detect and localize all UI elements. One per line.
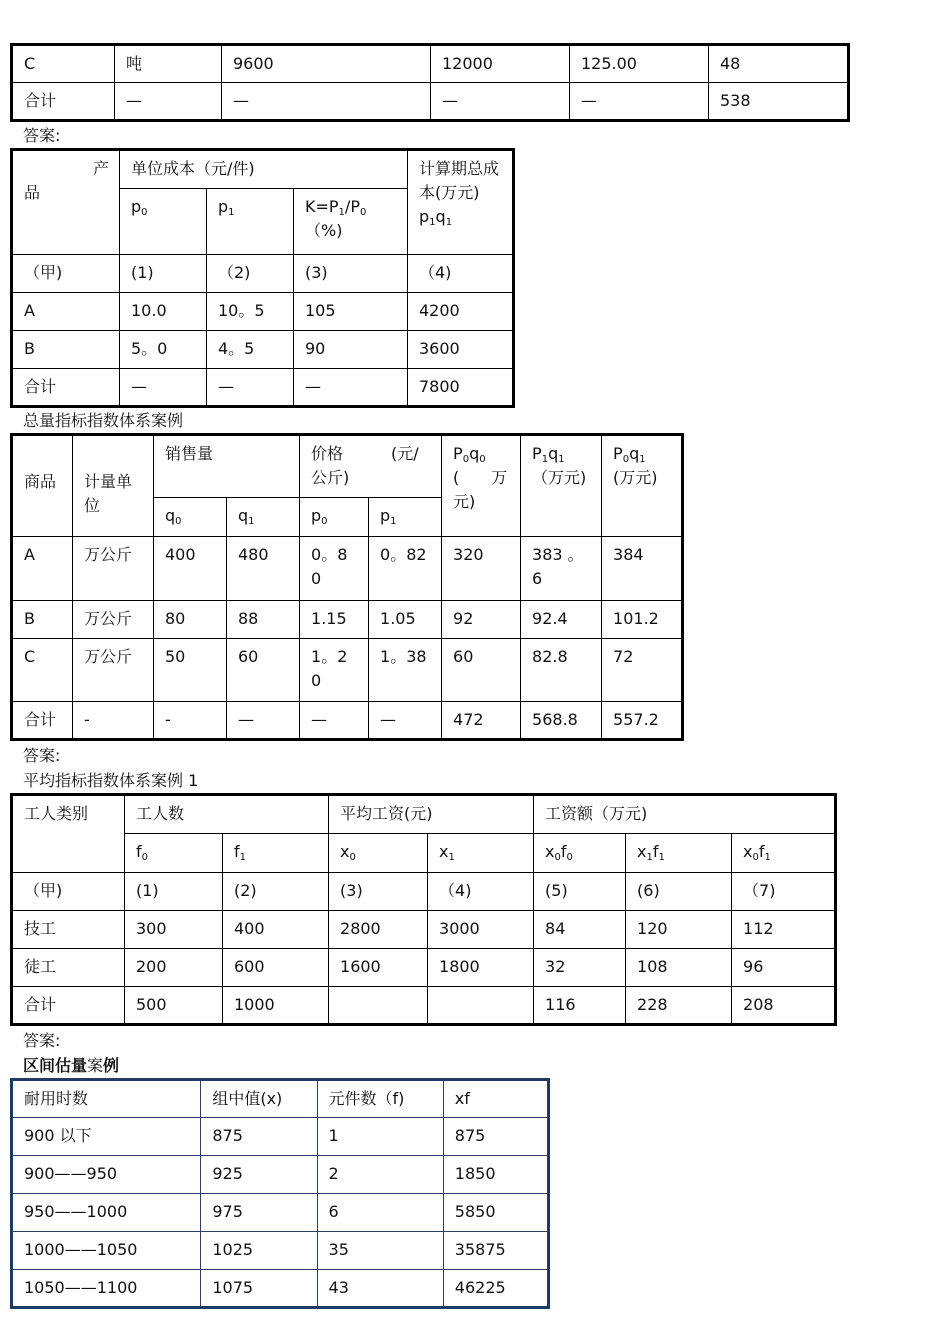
header-text: p: [131, 197, 142, 217]
table-row: [12, 150, 514, 189]
subscript: 1: [228, 207, 235, 219]
header-total-cost: [408, 150, 514, 255]
table-cell: （4): [428, 873, 534, 911]
table-cell: 975: [201, 1194, 317, 1232]
table-cell: 2: [317, 1156, 443, 1194]
table-cell: 400: [223, 911, 329, 949]
subscript: 0: [349, 852, 356, 863]
table-row: [12, 537, 683, 601]
table-cell: 101.2: [602, 601, 683, 639]
table-cell: 208: [732, 987, 836, 1025]
sales-table: [10, 433, 684, 741]
table-row: [12, 601, 683, 639]
table-cell: 90: [294, 331, 408, 369]
table-row: [12, 702, 683, 740]
table-cell: 300: [125, 911, 223, 949]
table-cell: A: [12, 293, 120, 331]
header-text: /P: [344, 197, 360, 217]
table-cell: （7): [732, 873, 836, 911]
table-cell: —: [120, 369, 207, 407]
subscript: 1: [448, 852, 455, 863]
subscript: 1: [445, 217, 453, 228]
subscript: 1: [248, 516, 255, 527]
table-cell: C: [12, 45, 115, 83]
header-unit-cost: 单位成本（元/件): [120, 150, 408, 189]
table-cell: (1): [120, 255, 207, 293]
header-text: p: [218, 197, 229, 217]
table-cell: 技工: [12, 911, 125, 949]
section-title: 总量指标指数体系案例: [23, 411, 184, 430]
header-x0f1: $x_0f_1$: [732, 834, 836, 873]
table-cell: (2): [223, 873, 329, 911]
table-cell: 1.05: [369, 601, 442, 639]
table-cell: （甲): [12, 873, 125, 911]
table-row: [12, 873, 836, 911]
cost-table: [10, 148, 515, 408]
table-cell: —: [222, 83, 431, 121]
table-cell: 60: [442, 639, 521, 702]
table-cell: 108: [626, 949, 732, 987]
table-cell: 480: [227, 537, 300, 601]
title-part: 区间估量: [23, 1056, 88, 1075]
header-text: 产: [92, 159, 109, 178]
table-cell: 0。8 0: [300, 537, 369, 601]
table-cell: 925: [201, 1156, 317, 1194]
table-cell: 84: [534, 911, 626, 949]
header-k: [294, 189, 408, 255]
subscript: 1: [639, 454, 646, 465]
subscript: 0: [622, 454, 630, 465]
section-title: 平均指标指数体系案例 1: [23, 771, 199, 790]
table-cell: —: [294, 369, 408, 407]
table-cell: 1000——1050: [12, 1232, 201, 1270]
table-row: [12, 911, 836, 949]
table-cell: —: [431, 83, 570, 121]
header-text: q: [435, 207, 446, 226]
table-cell: 1800: [428, 949, 534, 987]
table-row: [12, 834, 836, 873]
subscript: 0: [479, 454, 486, 465]
title-part: 例: [103, 1056, 120, 1075]
section-title: [23, 1056, 119, 1076]
table-row: [12, 949, 836, 987]
table-cell: 合计: [12, 83, 115, 121]
header-p0q1: $P_0q_1$ (万元): [602, 435, 683, 537]
title-part: 案: [87, 1056, 104, 1075]
header-p1: $p_1$: [369, 498, 442, 537]
header-q1: $q_1$: [227, 498, 300, 537]
table-cell: B: [12, 601, 73, 639]
header-p1: [207, 189, 294, 255]
subscript: 0: [752, 852, 759, 863]
table-cell: 合计: [12, 702, 73, 740]
table-cell: 9600: [222, 45, 431, 83]
table-cell: 1075: [201, 1270, 317, 1308]
table-cell: C: [12, 639, 73, 702]
header-product: [12, 150, 120, 255]
table-row: [12, 987, 836, 1025]
header-f0: $f_0$: [125, 834, 223, 873]
header-text: ( 万元): [453, 468, 508, 511]
table-cell: 1。38: [369, 639, 442, 702]
table-cell: [428, 987, 534, 1025]
subscript: 1: [338, 207, 345, 219]
table-cell: 228: [626, 987, 732, 1025]
table-cell: 万公斤: [73, 639, 154, 702]
table-cell: 50: [154, 639, 227, 702]
table-cell: 538: [709, 83, 849, 121]
table-cell: 500: [125, 987, 223, 1025]
subscript: 0: [175, 516, 182, 527]
table-row: [12, 255, 514, 293]
table-cell: 384: [602, 537, 683, 601]
table-row: [12, 1156, 549, 1194]
subscript: 0: [141, 207, 148, 219]
table-cell: —: [570, 83, 709, 121]
table-cell: 1。2 0: [300, 639, 369, 702]
subscript: 1: [558, 454, 565, 465]
header-x0: $x_0$: [329, 834, 428, 873]
table-row: [12, 435, 683, 498]
subscript: 0: [566, 852, 573, 863]
table-cell: 400: [154, 537, 227, 601]
table-cell: 32: [534, 949, 626, 987]
top-table: [10, 43, 850, 122]
header-quantity: 销售量: [154, 435, 300, 498]
table-cell: 472: [442, 702, 521, 740]
header-text: 计算期总成本(万元): [419, 159, 500, 202]
header-price: 价格 (元/公斤): [300, 435, 442, 498]
table-cell: (6): [626, 873, 732, 911]
header-p1q1: $P_1q_1$ （万元): [521, 435, 602, 537]
table-cell: 80: [154, 601, 227, 639]
header-text: p: [419, 207, 430, 226]
table-cell: 105: [294, 293, 408, 331]
table-cell: 7800: [408, 369, 514, 407]
table-cell: 10.0: [120, 293, 207, 331]
table-row: [12, 795, 836, 834]
header-q0: $q_0$: [154, 498, 227, 537]
table-cell: 46225: [443, 1270, 548, 1308]
table-cell: (1): [125, 873, 223, 911]
subscript: 1: [541, 454, 549, 465]
table-row: [12, 45, 849, 83]
table-cell: 1000: [223, 987, 329, 1025]
table-cell: (3): [329, 873, 428, 911]
table-cell: 35: [317, 1232, 443, 1270]
table-cell: 3000: [428, 911, 534, 949]
table-cell: 合计: [12, 987, 125, 1025]
table-cell: —: [115, 83, 222, 121]
table-cell: 82.8: [521, 639, 602, 702]
table-cell: 1: [317, 1118, 443, 1156]
header-avg-wage: 平均工资(元): [329, 795, 534, 834]
table-cell: 320: [442, 537, 521, 601]
header-p1q1: [419, 205, 502, 229]
subscript: 1: [390, 516, 397, 527]
table-row: [12, 1232, 549, 1270]
table-cell: 2800: [329, 911, 428, 949]
table-row: [12, 1118, 549, 1156]
table-cell: 吨: [115, 45, 222, 83]
answer-label: 答案:: [23, 126, 61, 145]
table-cell: —: [207, 369, 294, 407]
table-cell: 1025: [201, 1232, 317, 1270]
table-cell: 900 以下: [12, 1118, 201, 1156]
table-cell: 5。0: [120, 331, 207, 369]
table-cell: 900——950: [12, 1156, 201, 1194]
table-cell: (3): [294, 255, 408, 293]
table-cell: 0。82: [369, 537, 442, 601]
table-cell: 112: [732, 911, 836, 949]
answer-label: 答案:: [23, 746, 61, 765]
table-cell: 1.15: [300, 601, 369, 639]
table-row: [12, 369, 514, 407]
table-cell: 116: [534, 987, 626, 1025]
header-text: K=P: [305, 197, 339, 217]
header-worker-type: 工人类别: [12, 795, 125, 873]
table-cell: 5850: [443, 1194, 548, 1232]
header-p0: [120, 189, 207, 255]
header-f1: $f_1$: [223, 834, 329, 873]
table-cell: 1600: [329, 949, 428, 987]
table-cell: B: [12, 331, 120, 369]
header-worker-count: 工人数: [125, 795, 329, 834]
table-cell: 4200: [408, 293, 514, 331]
table-cell: 48: [709, 45, 849, 83]
table-cell: —: [300, 702, 369, 740]
table-cell: 875: [443, 1118, 548, 1156]
header-x1f1: $x_1f_1$: [626, 834, 732, 873]
answer-label: 答案:: [23, 1031, 61, 1050]
header-text: 品: [24, 183, 41, 202]
subscript: 0: [321, 516, 328, 527]
subscript: 0: [141, 852, 149, 863]
table-cell: -: [154, 702, 227, 740]
header-x1: $x_1$: [428, 834, 534, 873]
table-cell: 合计: [12, 369, 120, 407]
interval-table: [10, 1078, 550, 1309]
header-text: （万元): [532, 468, 587, 487]
subscript: 1: [764, 852, 771, 863]
table-cell: —: [369, 702, 442, 740]
header-cell: 元件数（f): [317, 1080, 443, 1118]
subscript: 1: [429, 217, 436, 228]
table-cell: 125.00: [570, 45, 709, 83]
table-cell: 92: [442, 601, 521, 639]
table-cell: [329, 987, 428, 1025]
subscript: 0: [359, 207, 367, 219]
table-row: [12, 1270, 549, 1308]
table-cell: 96: [732, 949, 836, 987]
header-text: (万元): [613, 468, 658, 487]
header-cell: 组中值(x): [201, 1080, 317, 1118]
table-cell: 383 。6: [521, 537, 602, 601]
header-p0: $p_0$: [300, 498, 369, 537]
table-cell: 875: [201, 1118, 317, 1156]
header-wage-amount: 工资额（万元): [534, 795, 836, 834]
table-cell: 35875: [443, 1232, 548, 1270]
table-cell: 10。5: [207, 293, 294, 331]
table-cell: -: [73, 702, 154, 740]
table-row: [12, 1194, 549, 1232]
table-cell: 万公斤: [73, 537, 154, 601]
table-cell: （2): [207, 255, 294, 293]
table-cell: 3600: [408, 331, 514, 369]
table-cell: A: [12, 537, 73, 601]
table-cell: 万公斤: [73, 601, 154, 639]
header-p0q0: $P_0q_0$ ( 万元): [442, 435, 521, 537]
table-cell: (5): [534, 873, 626, 911]
header-text: （%): [305, 221, 343, 241]
subscript: 1: [658, 852, 665, 863]
table-cell: 120: [626, 911, 732, 949]
subscript: 1: [239, 852, 247, 863]
table-cell: 徒工: [12, 949, 125, 987]
table-cell: 60: [227, 639, 300, 702]
table-cell: 1050——1100: [12, 1270, 201, 1308]
table-cell: 43: [317, 1270, 443, 1308]
table-row: [12, 639, 683, 702]
table-cell: 1850: [443, 1156, 548, 1194]
header-cell: xf: [443, 1080, 548, 1118]
table-cell: 72: [602, 639, 683, 702]
table-row: [12, 1080, 549, 1118]
table-cell: （甲): [12, 255, 120, 293]
table-cell: 568.8: [521, 702, 602, 740]
table-cell: 92.4: [521, 601, 602, 639]
wage-table: [10, 793, 837, 1026]
header-unit: 计量单位: [73, 435, 154, 537]
table-cell: 557.2: [602, 702, 683, 740]
table-cell: 4。5: [207, 331, 294, 369]
header-x0f0: $x_0f_0$: [534, 834, 626, 873]
table-cell: 200: [125, 949, 223, 987]
table-row: [12, 331, 514, 369]
table-cell: 88: [227, 601, 300, 639]
header-goods: 商品: [12, 435, 73, 537]
table-row: [12, 293, 514, 331]
table-cell: —: [227, 702, 300, 740]
header-cell: 耐用时数: [12, 1080, 201, 1118]
table-cell: 950——1000: [12, 1194, 201, 1232]
subscript: 1: [646, 852, 653, 863]
subscript: 0: [462, 454, 470, 465]
table-cell: 12000: [431, 45, 570, 83]
table-cell: 600: [223, 949, 329, 987]
subscript: 0: [554, 852, 561, 863]
table-cell: 6: [317, 1194, 443, 1232]
table-cell: （4): [408, 255, 514, 293]
table-row: [12, 83, 849, 121]
